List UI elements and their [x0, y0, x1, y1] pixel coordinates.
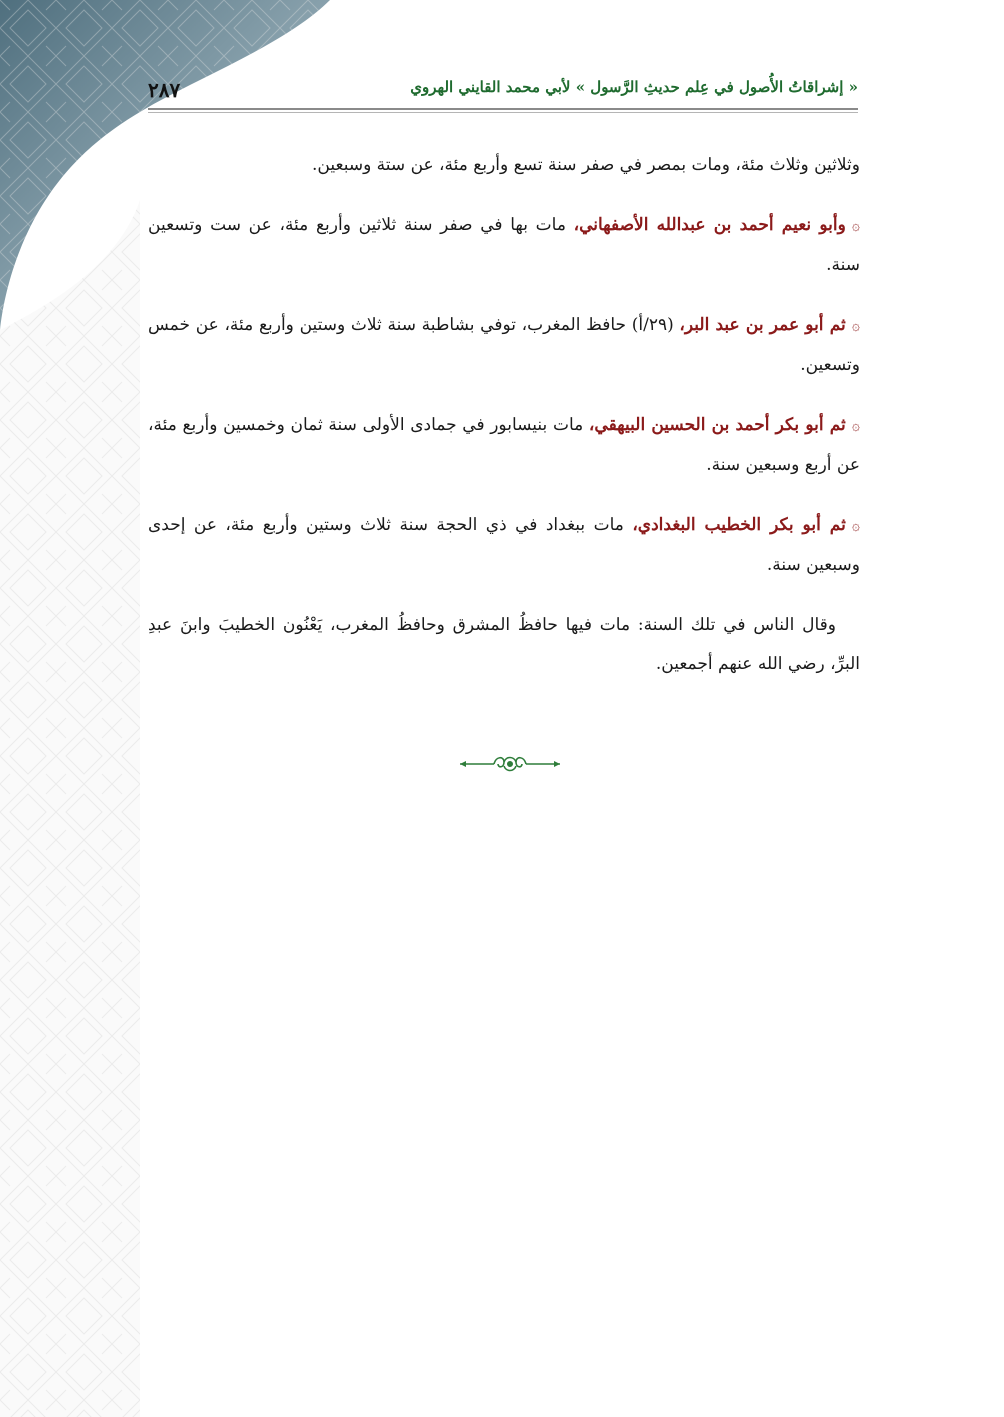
paragraph-text: وثلاثين وثلاث مئة، ومات بمصر في صفر سنة تسع وأربع مئة، عن ستة وسبعين. — [312, 155, 860, 175]
header-rule — [148, 108, 858, 110]
paragraph-text: وقال الناس في تلك السنة: مات فيها حافظُ المشرق وحافظُ المغرب، يَعْنُون الخطيبَ وابنَ عبدِ البرِّ، رضي الله عنهم أجمعين. — [148, 615, 860, 674]
scholar-name: ثم أبو بكر الخطيب البغدادي، — [632, 515, 846, 535]
main-text — [148, 146, 860, 705]
bullet-icon: ۞ — [851, 318, 860, 334]
bullet-icon: ۞ — [851, 518, 860, 534]
paragraph — [148, 306, 860, 385]
header-rule-thin — [148, 112, 858, 113]
section-end-ornament-icon — [458, 752, 562, 776]
page-header — [148, 70, 858, 110]
running-title: « إشراقاتُ الأُصول في عِلم حديثِ الرَّسول » لأبي محمد القايني الهروي — [410, 78, 858, 96]
paragraph — [148, 206, 860, 285]
paragraph — [148, 506, 860, 585]
page-number: ٢٨٧ — [148, 78, 181, 102]
scholar-name: ثم أبو بكر أحمد بن الحسين البيهقي، — [588, 415, 846, 435]
scholar-name: وأبو نعيم أحمد بن عبدالله الأصفهاني، — [573, 215, 846, 235]
paragraph-text: مات ببغداد في ذي الحجة سنة ثلاث وستين وأربع مئة، عن إحدى وسبعين سنة. — [148, 515, 860, 575]
scholar-name: ثم أبو عمر بن عبد البر، — [679, 315, 846, 335]
paragraph-text: مات بها في صفر سنة ثلاثين وأربع مئة، عن ست وتسعين سنة. — [148, 215, 860, 275]
paragraph-text: (٢٩/أ) حافظ المغرب، توفي بشاطبة سنة ثلاث وستين وأربع مئة، عن خمس وتسعين. — [148, 315, 860, 375]
bullet-icon: ۞ — [851, 418, 860, 434]
bullet-icon: ۞ — [851, 218, 860, 234]
paragraph-text: مات بنيسابور في جمادى الأولى سنة ثمان وخمسين وأربع مئة، عن أربع وسبعين سنة. — [148, 415, 860, 475]
paragraph — [148, 606, 860, 684]
paragraph — [148, 146, 860, 185]
paragraph — [148, 406, 860, 485]
